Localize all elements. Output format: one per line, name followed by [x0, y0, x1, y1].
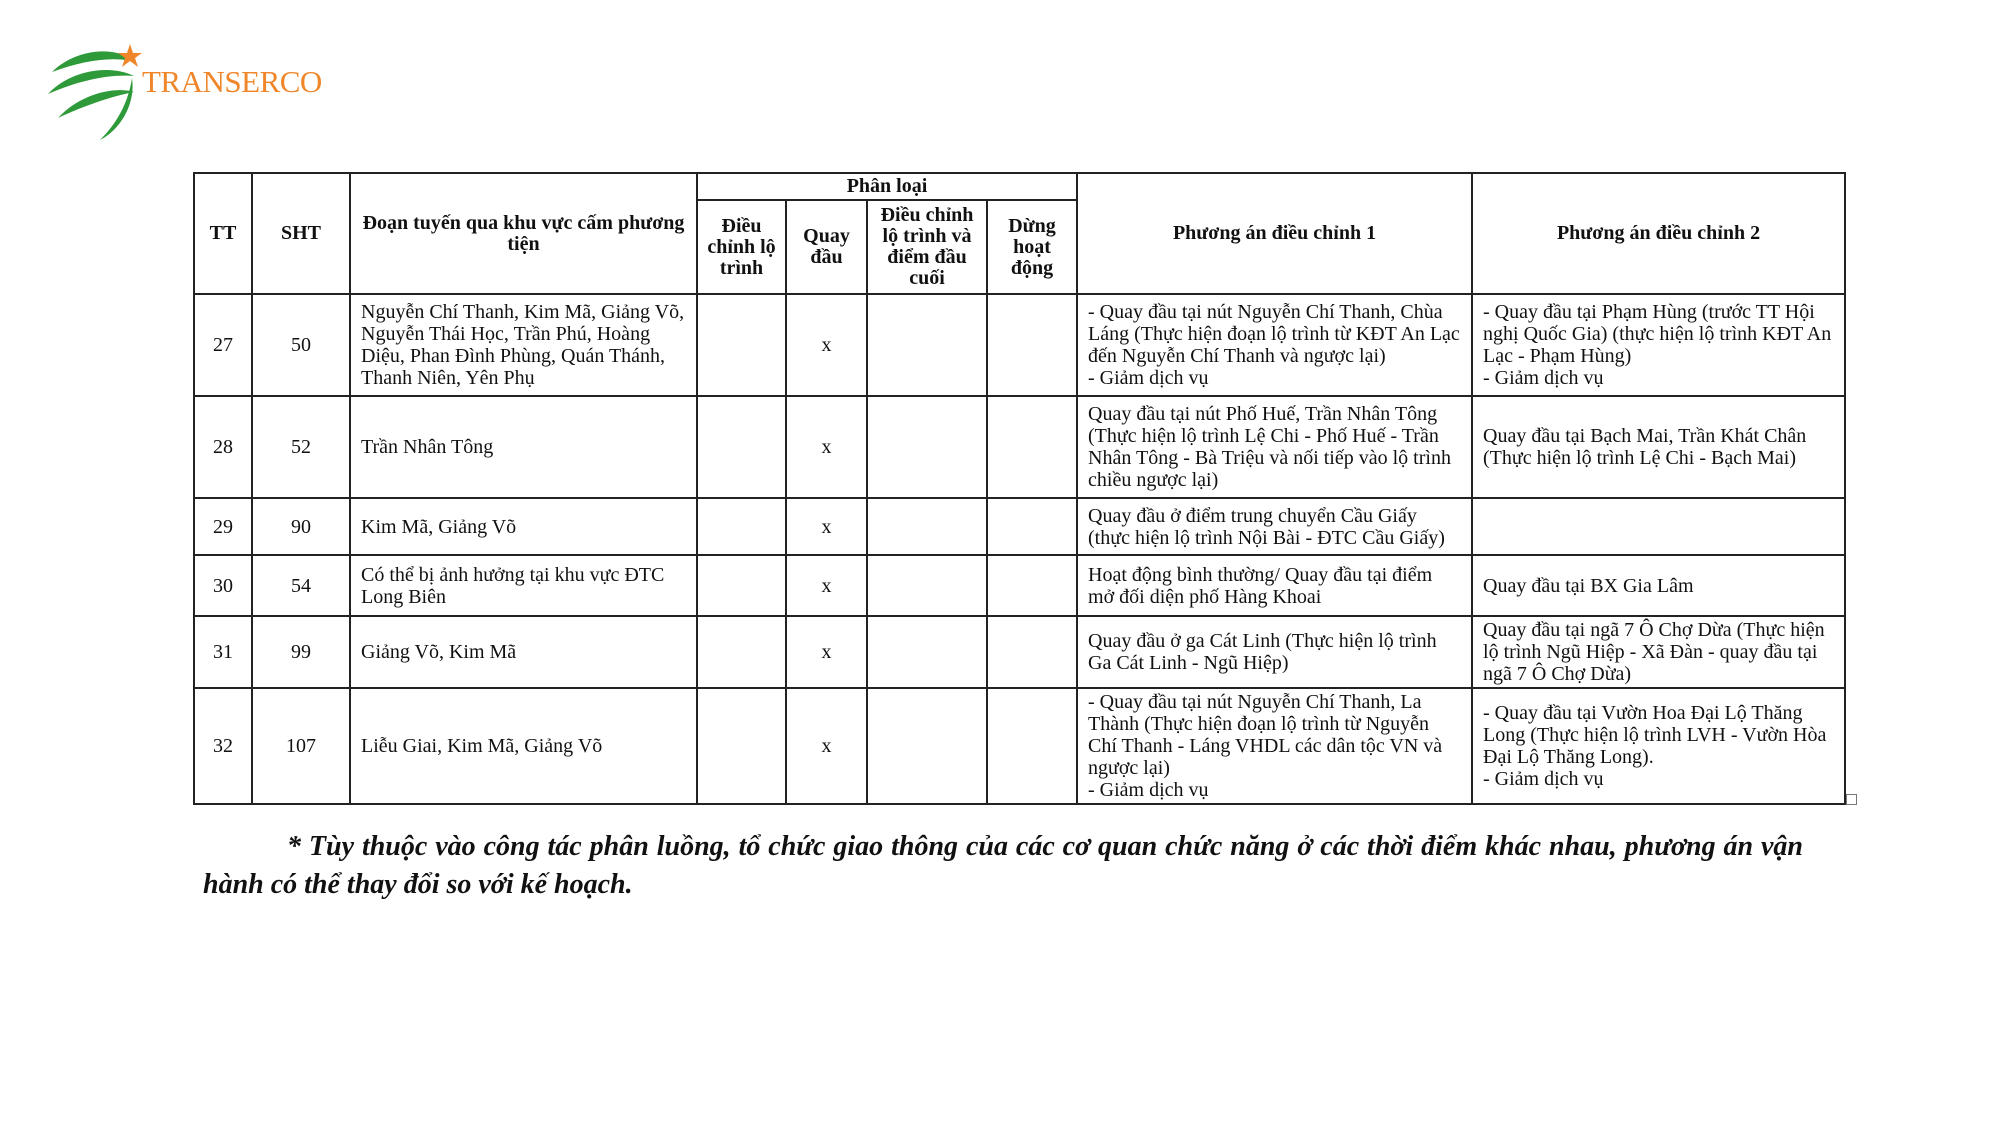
row-sht: 50	[252, 294, 350, 396]
row-mark-route-adjustment	[697, 616, 786, 688]
table-row	[194, 396, 1845, 498]
plan-line: - Giảm dịch vụ	[1088, 779, 1209, 801]
plan-line: - Quay đầu tại nút Nguyễn Chí Thanh, Chùa Láng (Thực hiện đoạn lộ trình từ KĐT An Lạc đến Nguyễn Chí Thanh và ngược lại)	[1088, 301, 1460, 367]
row-plan-2	[1472, 555, 1845, 616]
row-mark-turnaround: x	[786, 396, 867, 498]
logo-text: TRANSERCO	[142, 64, 322, 99]
plan-line: Quay đầu tại BX Gia Lâm	[1483, 574, 1694, 597]
row-tt: 27	[194, 294, 252, 396]
row-mark-suspend	[987, 396, 1077, 498]
plan-line: Quay đầu tại ngã 7 Ô Chợ Dừa (Thực hiện lộ trình Ngũ Hiệp - Xã Đàn - quay đầu tại ngã 7 Ô Chợ Dừa)	[1483, 619, 1825, 685]
row-mark-route-adjustment	[697, 498, 786, 555]
table-row	[194, 688, 1845, 804]
row-tt: 30	[194, 555, 252, 616]
row-mark-turnaround: x	[786, 688, 867, 804]
row-tt: 31	[194, 616, 252, 688]
row-segment: Giảng Võ, Kim Mã	[350, 616, 697, 688]
row-tt: 29	[194, 498, 252, 555]
header-route-adjustment: Điều chỉnh lộ trình	[697, 200, 786, 294]
row-plan-1	[1077, 498, 1472, 555]
plan-line: Quay đầu ở điểm trung chuyển Cầu Giấy (thực hiện lộ trình Nội Bài - ĐTC Cầu Giấy)	[1088, 504, 1445, 549]
plan-line: - Quay đầu tại Vườn Hoa Đại Lộ Thăng Long (Thực hiện lộ trình LVH - Vườn Hòa Đại Lộ Thăng Long).	[1483, 702, 1827, 768]
header-plan-1: Phương án điều chỉnh 1	[1077, 173, 1472, 294]
row-sht: 54	[252, 555, 350, 616]
plan-line: - Quay đầu tại nút Nguyễn Chí Thanh, La Thành (Thực hiện đoạn lộ trình từ Nguyễn Chí Thanh - Láng VHDL các dân tộc VN và ngược lại)	[1088, 691, 1443, 779]
table-row	[194, 294, 1845, 396]
row-plan-2	[1472, 498, 1845, 555]
row-plan-1	[1077, 555, 1472, 616]
plan-line: Quay đầu ở ga Cát Linh (Thực hiện lộ trình Ga Cát Linh - Ngũ Hiệp)	[1088, 630, 1437, 674]
row-tt: 28	[194, 396, 252, 498]
header-tt: TT	[194, 173, 252, 294]
row-mark-turnaround: x	[786, 616, 867, 688]
row-sht: 52	[252, 396, 350, 498]
plan-line: - Giảm dịch vụ	[1483, 367, 1604, 389]
table-row	[194, 555, 1845, 616]
row-sht: 99	[252, 616, 350, 688]
row-plan-1	[1077, 396, 1472, 498]
header-suspend-operation: Dừng hoạt động	[987, 200, 1077, 294]
row-mark-route-adjustment	[697, 555, 786, 616]
row-segment: Nguyễn Chí Thanh, Kim Mã, Giảng Võ, Nguyễn Thái Học, Trần Phú, Hoàng Diệu, Phan Đình Phùng, Quán Thánh, Thanh Niên, Yên Phụ	[350, 294, 697, 396]
plan-line: - Giảm dịch vụ	[1088, 367, 1209, 389]
row-mark-turnaround: x	[786, 498, 867, 555]
header-category: Phân loại	[697, 173, 1077, 200]
row-mark-route-terminal	[867, 294, 987, 396]
row-mark-route-adjustment	[697, 688, 786, 804]
plan-line: Quay đầu tại nút Phố Huế, Trần Nhân Tông (Thực hiện lộ trình Lệ Chi - Phố Huế - Trần Nhân Tông - Bà Triệu và nối tiếp vào lộ trình chiều ngược lại)	[1088, 403, 1451, 491]
plan-line: - Giảm dịch vụ	[1483, 768, 1604, 790]
row-plan-1	[1077, 616, 1472, 688]
row-plan-2	[1472, 396, 1845, 498]
row-mark-route-terminal	[867, 396, 987, 498]
row-plan-2	[1472, 294, 1845, 396]
table-row	[194, 498, 1845, 555]
row-mark-suspend	[987, 688, 1077, 804]
row-plan-1	[1077, 294, 1472, 396]
header-turnaround: Quay đầu	[786, 200, 867, 294]
row-segment: Trần Nhân Tông	[350, 396, 697, 498]
row-mark-turnaround: x	[786, 294, 867, 396]
row-mark-route-terminal	[867, 498, 987, 555]
row-plan-2	[1472, 688, 1845, 804]
row-mark-suspend	[987, 294, 1077, 396]
plan-line: Hoạt động bình thường/ Quay đầu tại điểm mở đối diện phố Hàng Khoai	[1088, 563, 1433, 608]
row-mark-route-adjustment	[697, 396, 786, 498]
row-mark-suspend	[987, 555, 1077, 616]
row-segment: Liễu Giai, Kim Mã, Giảng Võ	[350, 688, 697, 804]
header-sht: SHT	[252, 173, 350, 294]
row-plan-2	[1472, 616, 1845, 688]
logo-swoosh-icon	[44, 42, 144, 142]
plan-line: Quay đầu tại Bạch Mai, Trần Khát Chân (Thực hiện lộ trình Lệ Chi - Bạch Mai)	[1483, 425, 1807, 469]
row-mark-route-terminal	[867, 616, 987, 688]
row-mark-turnaround: x	[786, 555, 867, 616]
row-segment: Có thể bị ảnh hưởng tại khu vực ĐTC Long Biên	[350, 555, 697, 616]
row-segment: Kim Mã, Giảng Võ	[350, 498, 697, 555]
header-route-and-terminal-adjustment: Điều chỉnh lộ trình và điểm đầu cuối	[867, 200, 987, 294]
row-tt: 32	[194, 688, 252, 804]
footnote: * Tùy thuộc vào công tác phân luồng, tổ chức giao thông của các cơ quan chức năng ở các thời điểm khác nhau, phương án vận hành có thể thay đổi so với kế hoạch.	[203, 831, 1803, 900]
row-mark-route-terminal	[867, 688, 987, 804]
header-segment: Đoạn tuyến qua khu vực cấm phương tiện	[350, 173, 697, 294]
header-plan-2: Phương án điều chỉnh 2	[1472, 173, 1845, 294]
row-plan-1	[1077, 688, 1472, 804]
route-adjustment-table	[193, 172, 1846, 805]
row-mark-suspend	[987, 616, 1077, 688]
table-row	[194, 616, 1845, 688]
row-mark-suspend	[987, 498, 1077, 555]
row-mark-route-adjustment	[697, 294, 786, 396]
row-mark-route-terminal	[867, 555, 987, 616]
table-resize-handle[interactable]	[1846, 794, 1857, 805]
row-sht: 90	[252, 498, 350, 555]
row-sht: 107	[252, 688, 350, 804]
transerco-logo	[44, 42, 344, 142]
plan-line: - Quay đầu tại Phạm Hùng (trước TT Hội nghị Quốc Gia) (thực hiện lộ trình KĐT An Lạc - Phạm Hùng)	[1483, 301, 1832, 367]
